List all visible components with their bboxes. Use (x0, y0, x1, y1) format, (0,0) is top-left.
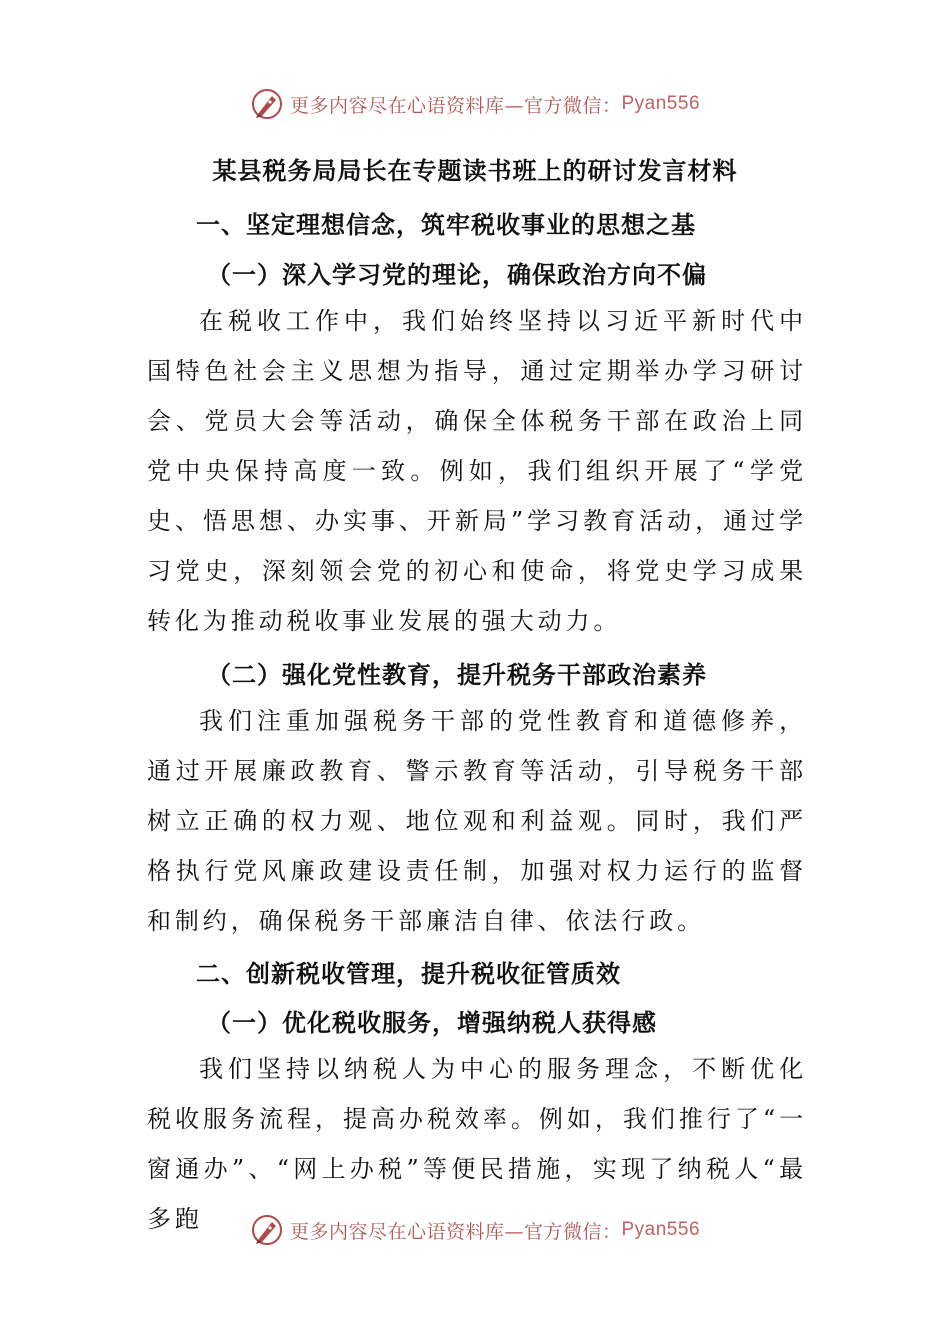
section-1-2-heading: （二）强化党性教育，提升税务干部政治素养 (207, 661, 707, 689)
section-2-heading: 二、创新税收管理，提升税收征管质效 (196, 960, 621, 988)
watermark-text: 更多内容尽在心语资料库—官方微信： (289, 1220, 622, 1243)
section-1-heading: 一、坚定理想信念，筑牢税收事业的思想之基 (196, 211, 696, 239)
pen-nib-icon (250, 87, 284, 121)
document-title: 某县税务局局长在专题读书班上的研讨发言材料 (212, 157, 738, 185)
section-1-1-paragraph: 在税收工作中，我们始终坚持以习近平新时代中国特色社会主义思想为指导，通过定期举办学习研讨会、党员大会等活动，确保全体税务干部在政治上同党中央保持高度一致。例如，我们组织开展了“学党史、悟思想、办实事、开新局”学习教育活动，通过学习党史，深刻领会党的初心和使命，将党史学习成果转化为推动税收事业发展的强大动力。 (147, 307, 807, 635)
footer-watermark (0, 1210, 950, 1250)
watermark-wechat-id: Pyan556 (621, 1219, 701, 1240)
pen-nib-icon (250, 1213, 284, 1247)
header-watermark (0, 84, 950, 124)
section-1-2-paragraph: 我们注重加强税务干部的党性教育和道德修养，通过开展廉政教育、警示教育等活动，引导税务干部树立正确的权力观、地位观和利益观。同时，我们严格执行党风廉政建设责任制，加强对权力运行的监督和制约，确保税务干部廉洁自律、依法行政。 (147, 707, 807, 935)
section-2-1-heading: （一）优化税收服务，增强纳税人获得感 (207, 1009, 657, 1037)
section-2-1-paragraph: 我们坚持以纳税人为中心的服务理念，不断优化税收服务流程，提高办税效率。例如，我们推行了“一窗通办”、“网上办税”等便民措施，实现了纳税人“最多跑 (147, 1055, 807, 1233)
section-1-1-heading: （一）深入学习党的理论，确保政治方向不偏 (207, 261, 707, 289)
watermark-wechat-id: Pyan556 (621, 93, 701, 114)
watermark-text: 更多内容尽在心语资料库—官方微信： (289, 94, 622, 117)
